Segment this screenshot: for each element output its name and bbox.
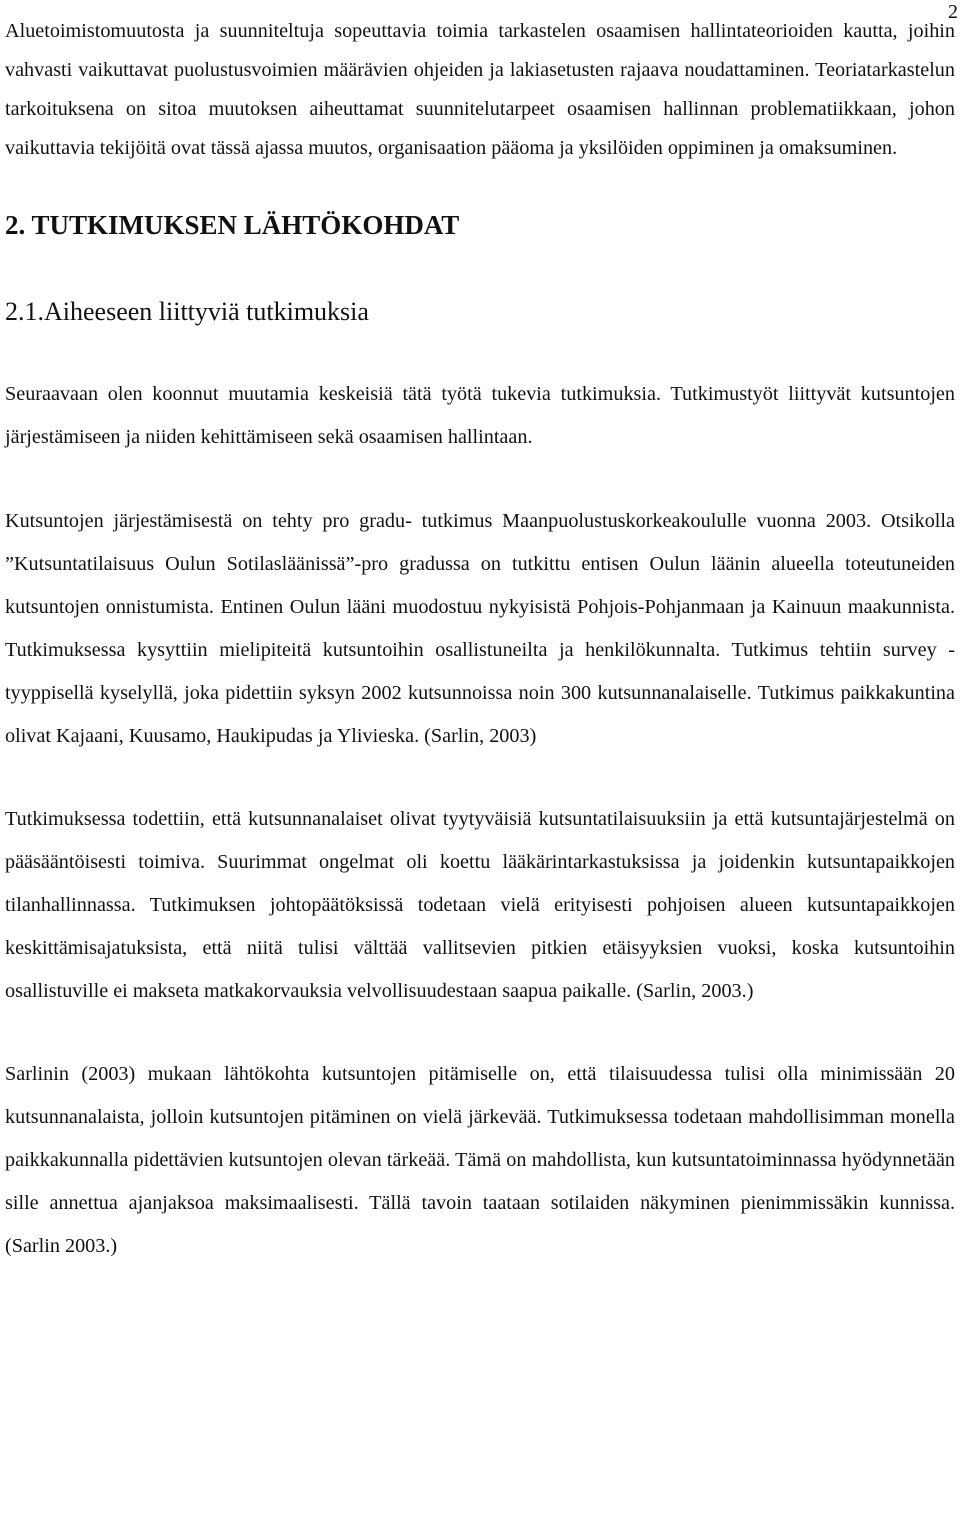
intro-paragraph: Aluetoimistomuutosta ja suunniteltuja sopeuttavia toimia tarkastelen osaamisen hallintateorioiden kautta, joihin vahvasti vaikuttavat puolustusvoimien määrävien ohjeiden ja lakiasetusten rajaava noudattaminen. Teoriatarkastelun tarkoituksena on sitoa muutoksen aiheuttamat suunnitelutarpeet osaamisen hallinnan problematiikkaan, johon vaikuttavia tekijöitä ovat tässä ajassa muutos, organisaation pääoma ja yksilöiden oppiminen ja omaksuminen. bbox=[5, 20, 955, 159]
document-body bbox=[5, 12, 955, 1268]
chapter-heading: 2. TUTKIMUKSEN LÄHTÖKOHDAT bbox=[5, 210, 460, 240]
paragraph-conclusion: Sarlinin (2003) mukaan lähtökohta kutsuntojen pitämiselle on, että tilaisuudessa tulisi olla minimissään 20 kutsunnanalaista, jolloin kutsuntojen pitäminen on vielä järkevää. Tutkimuksessa todetaan mahdollisimman monella paikkakunnalla pidettävien kutsuntojen olevan tärkeää. Tämä on mahdollista, kun kutsuntatoiminnassa hyödynnetään sille annettua ajanjaksoa maksimaalisesti. Tällä tavoin taataan sotilaiden näkyminen pienimmissäkin kunnissa. (Sarlin 2003.) bbox=[5, 1063, 955, 1257]
paragraph-findings: Tutkimuksessa todettiin, että kutsunnanalaiset olivat tyytyväisiä kutsuntatilaisuuksiin ja että kutsuntajärjestelmä on pääsääntöisesti toimiva. Suurimmat ongelmat oli koettu lääkärintarkastuksissa ja joidenkin kutsuntapaikkojen tilanhallinnassa. Tutkimuksen johtopäätöksissä todetaan vielä erityisesti pohjoisen alueen kutsuntapaikkojen keskittämisajatuksista, että niitä tulisi välttää vallitsevien pitkien etäisyyksien vuoksi, koska kutsuntoihin osallistuville ei makseta matkakorvauksia velvollisuudestaan saapua paikalle. (Sarlin, 2003.) bbox=[5, 808, 955, 1002]
section-heading: 2.1.Aiheeseen liittyviä tutkimuksia bbox=[5, 297, 369, 326]
paragraph-sarlin-study: Kutsuntojen järjestämisestä on tehty pro gradu- tutkimus Maanpuolustuskorkeakoululle vuonna 2003. Otsikolla ”Kutsuntatilaisuus Oulun Sotilasläänissä”-pro gradussa on tutkittu entisen Oulun läänin alueella toteutuneiden kutsuntojen onnistumista. Entinen Oulun lääni muodostuu nykyisistä Pohjois-Pohjanmaan ja Kainuun maakunnista. Tutkimuksessa kysyttiin mielipiteitä kutsuntoihin osallistuneilta ja henkilökunnalta. Tutkimus tehtiin survey - tyyppisellä kyselyllä, joka pidettiin syksyn 2002 kutsunnoissa noin 300 kutsunnanalaiselle. Tutkimus paikkakuntina olivat Kajaani, Kuusamo, Haukipudas ja Ylivieska. (Sarlin, 2003) bbox=[5, 510, 955, 747]
paragraph-overview: Seuraavaan olen koonnut muutamia keskeisiä tätä työtä tukevia tutkimuksia. Tutkimustyöt liittyvät kutsuntojen järjestämiseen ja niiden kehittämiseen sekä osaamisen hallintaan. bbox=[5, 383, 955, 448]
page-number: 2 bbox=[948, 1, 958, 23]
